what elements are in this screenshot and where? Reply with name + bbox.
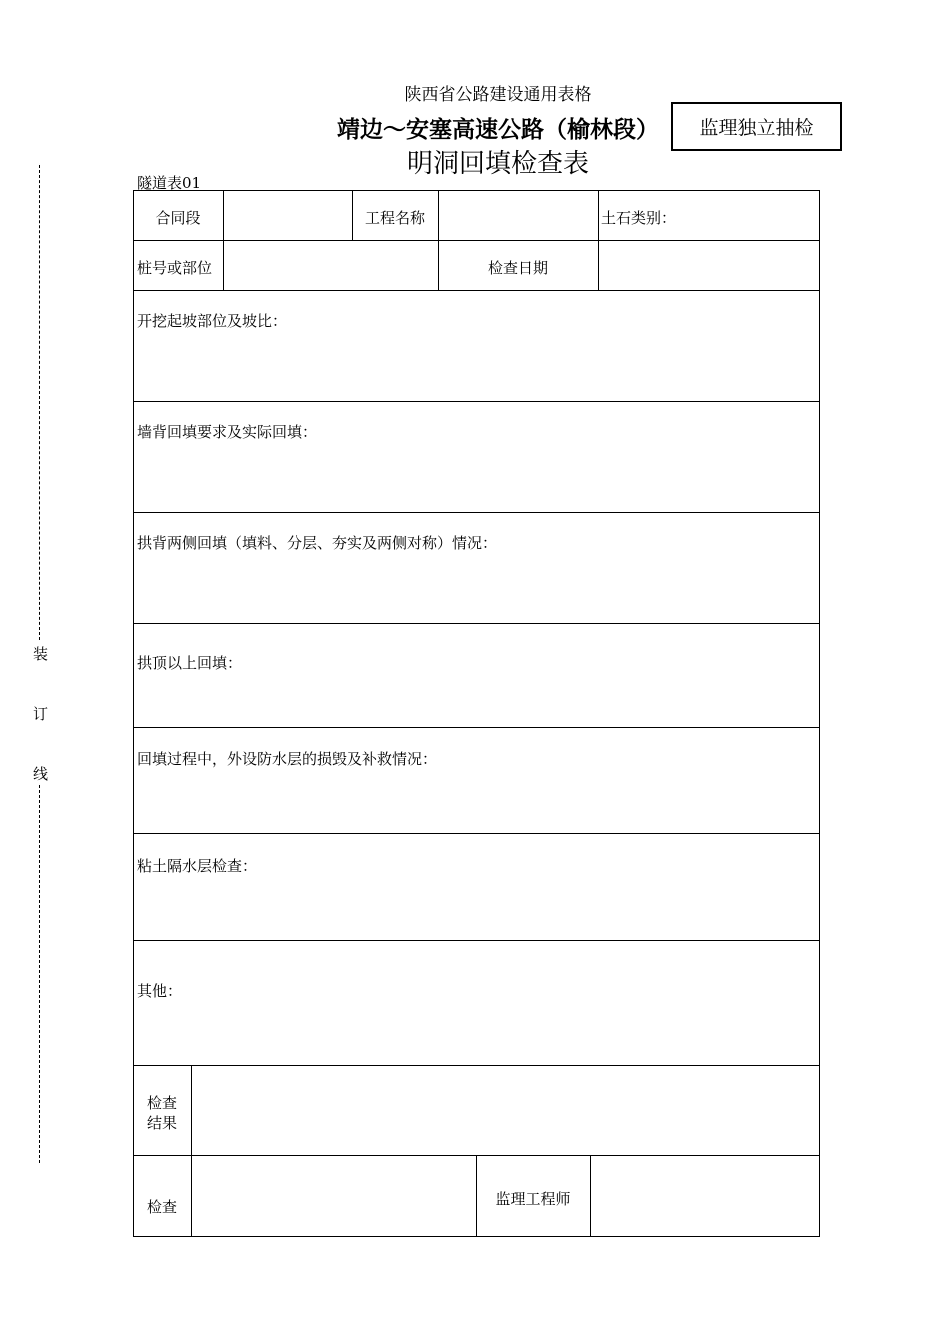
contract-label: 合同段 bbox=[155, 209, 201, 227]
result-label-line1: 检查 bbox=[146, 1094, 177, 1112]
engineer-label: 监理工程师 bbox=[495, 1190, 571, 1208]
inspector-label: 检查 bbox=[146, 1198, 177, 1216]
row-divider bbox=[133, 512, 820, 513]
org-line: 陕西省公路建设通用表格 bbox=[404, 85, 592, 105]
station-label: 桩号或部位 bbox=[137, 259, 213, 277]
supervision-stamp bbox=[671, 102, 842, 151]
col-divider bbox=[598, 240, 599, 290]
section-waterproof-damage: 回填过程中，外设防水层的损毁及补救情况： bbox=[137, 750, 438, 768]
col-divider bbox=[223, 190, 224, 240]
row-divider bbox=[133, 833, 820, 834]
project-name-label: 工程名称 bbox=[364, 209, 425, 227]
section-clay-barrier: 粘土隔水层检查： bbox=[137, 857, 258, 875]
row-divider bbox=[133, 401, 820, 402]
soil-type-label: 土石类别： bbox=[601, 209, 677, 227]
project-title: 靖边～安塞高速公路（榆林段） bbox=[337, 117, 659, 143]
col-divider bbox=[223, 240, 224, 290]
form-title: 明洞回填检查表 bbox=[406, 149, 589, 179]
section-excavation-slope: 开挖起坡部位及坡比： bbox=[137, 312, 288, 330]
row-divider bbox=[133, 290, 820, 291]
binding-dashed-line-top bbox=[39, 165, 40, 640]
binding-char-zhuang: 装 bbox=[33, 645, 49, 663]
row-divider bbox=[133, 940, 820, 941]
row-divider bbox=[133, 1065, 820, 1066]
result-label-line2: 结果 bbox=[146, 1114, 177, 1132]
stamp-text: 监理独立抽检 bbox=[699, 117, 814, 139]
section-other: 其他： bbox=[137, 982, 183, 1000]
inspection-table bbox=[133, 190, 820, 1237]
binding-dashed-line-bottom bbox=[39, 785, 40, 1163]
row-divider bbox=[133, 727, 820, 728]
section-arch-side-backfill: 拱背两侧回填（填料、分层、夯实及两侧对称）情况： bbox=[137, 534, 498, 552]
form-code: 隧道表01 bbox=[137, 174, 202, 192]
col-divider bbox=[598, 190, 599, 240]
row-divider bbox=[133, 240, 820, 241]
col-divider bbox=[590, 1155, 591, 1237]
row-divider bbox=[133, 623, 820, 624]
section-wall-backfill: 墙背回填要求及实际回填： bbox=[137, 423, 318, 441]
col-divider bbox=[191, 1065, 192, 1237]
section-arch-top-backfill: 拱顶以上回填： bbox=[137, 654, 243, 672]
inspection-date-label: 检查日期 bbox=[487, 259, 548, 277]
binding-char-ding: 订 bbox=[33, 705, 49, 723]
col-divider bbox=[438, 190, 439, 240]
binding-char-xian: 线 bbox=[33, 765, 49, 783]
